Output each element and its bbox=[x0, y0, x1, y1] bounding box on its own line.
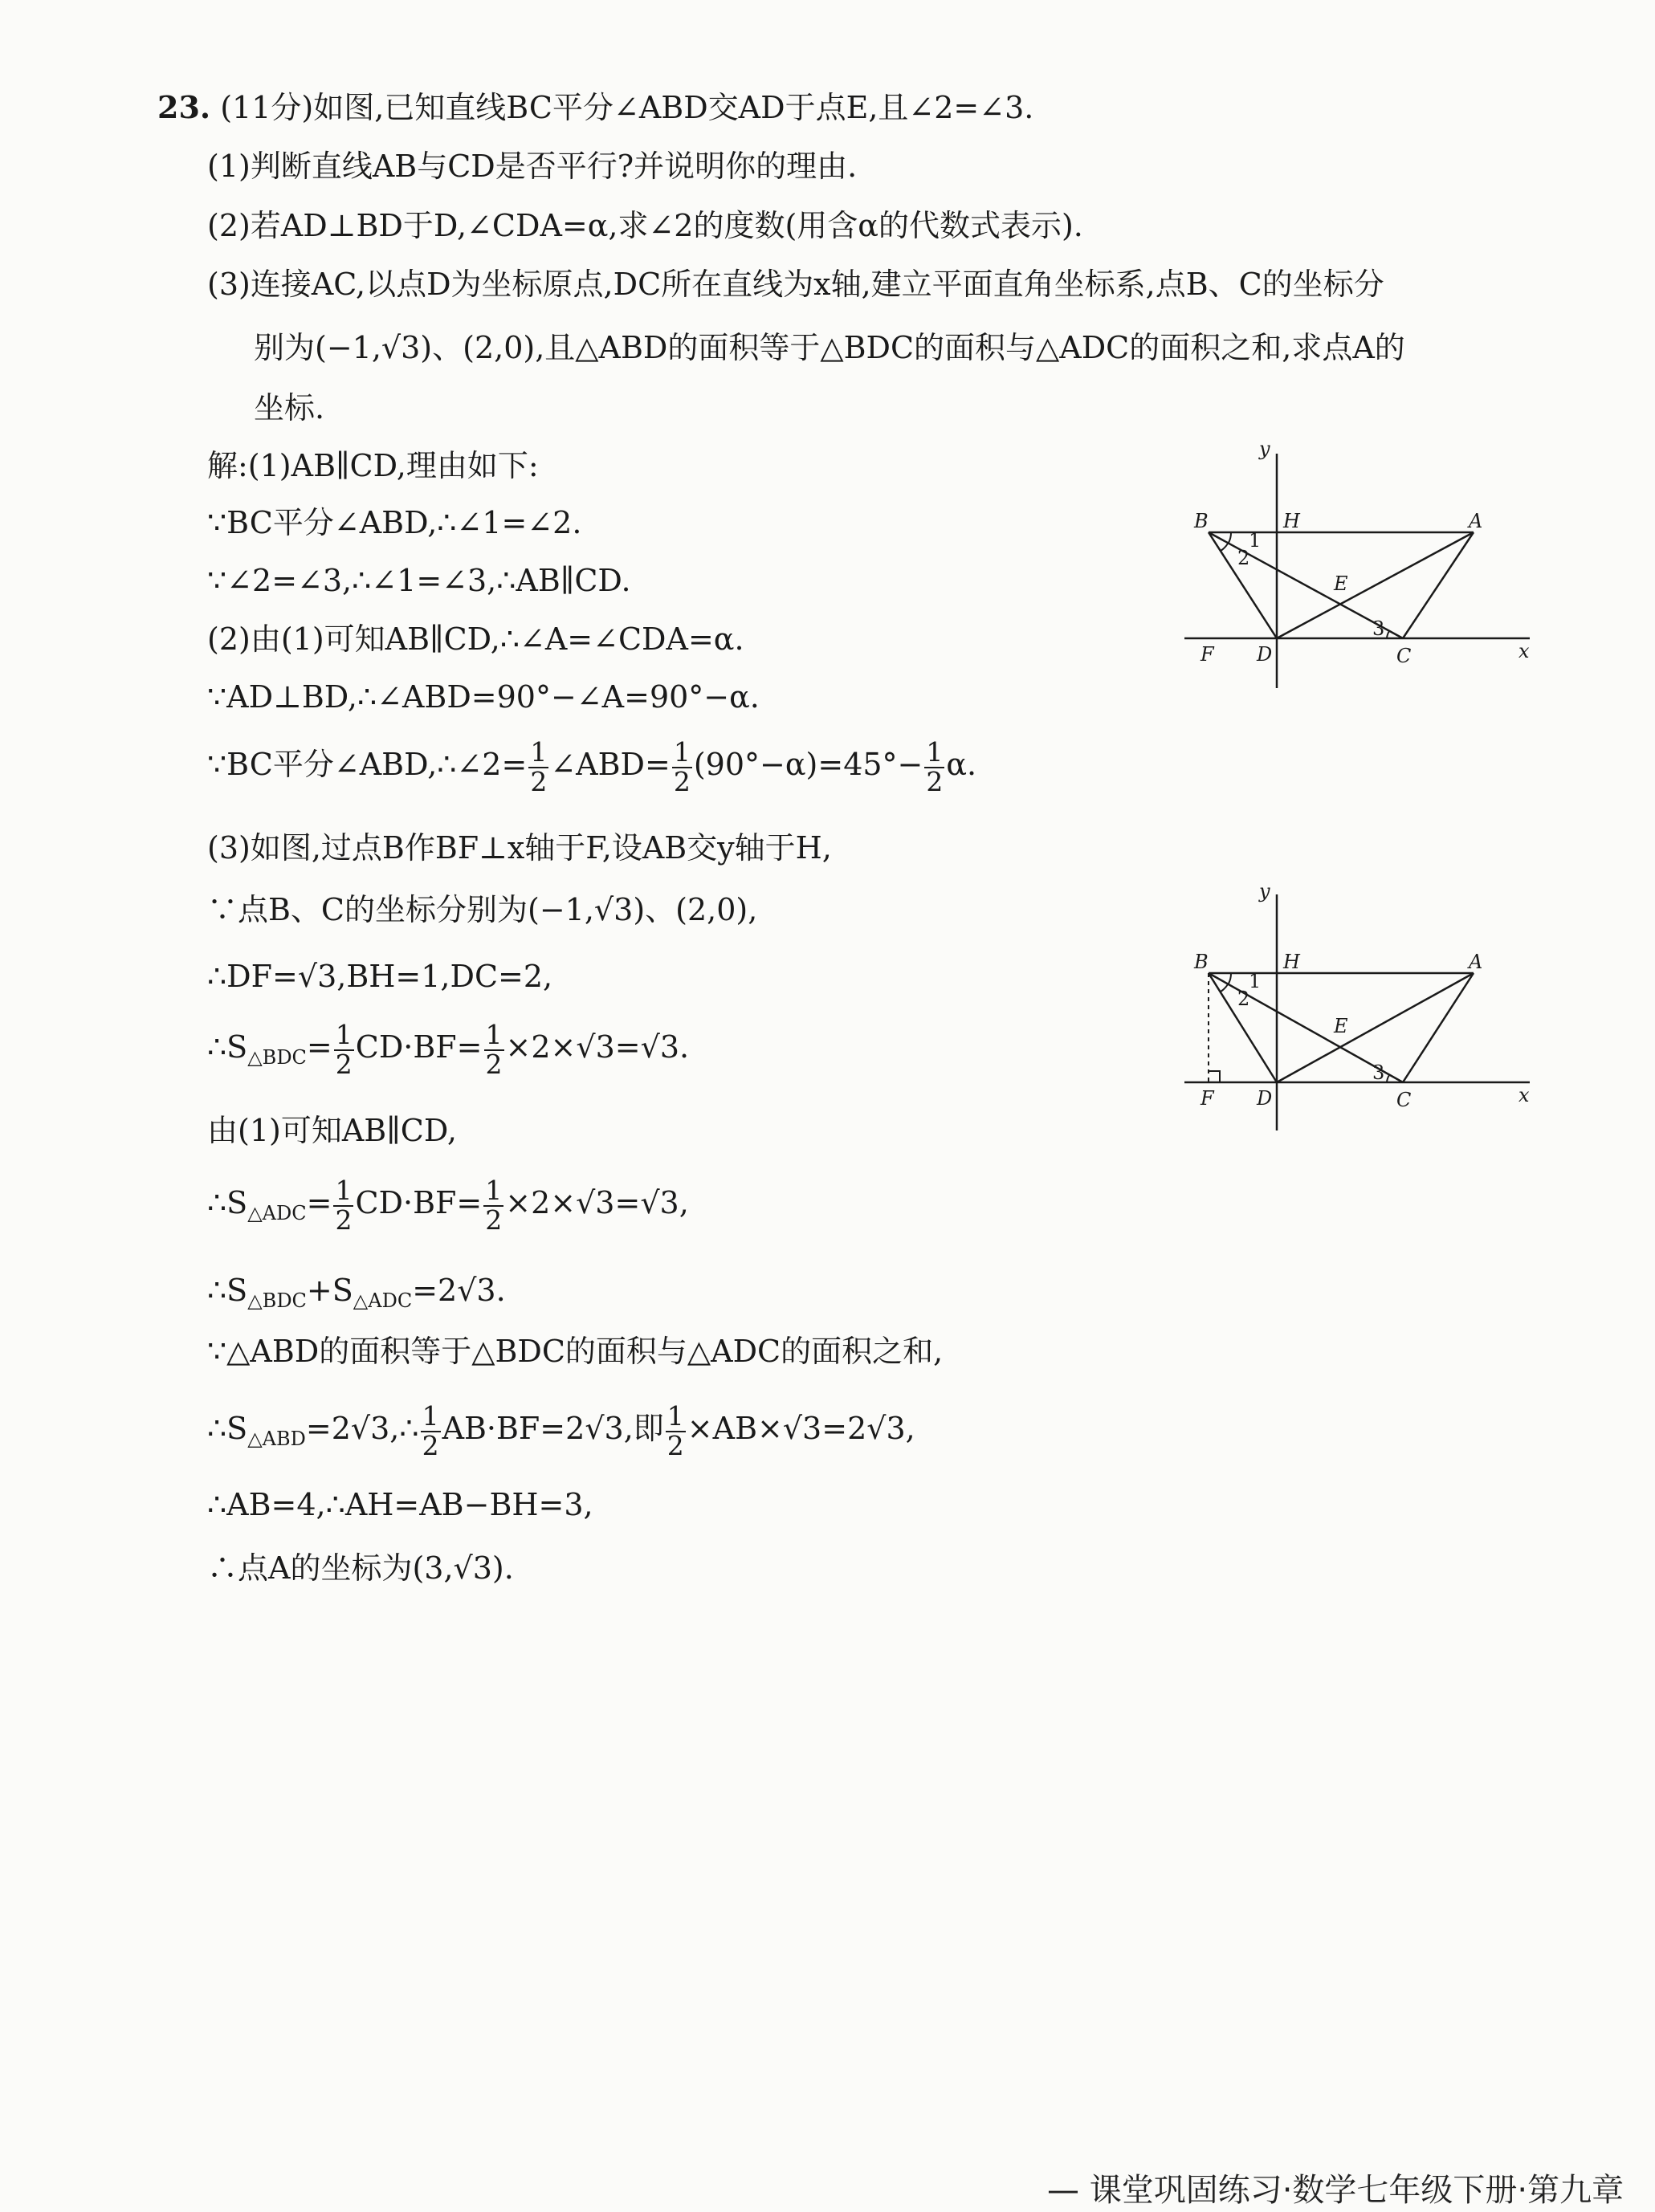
solution-line-4: (2)由(1)可知AB∥CD,∴∠A=∠CDA=α. bbox=[207, 621, 744, 657]
s6-part-b: ∠ABD= bbox=[550, 747, 671, 783]
label-y: y bbox=[1259, 438, 1270, 460]
geometry-figure-1 bbox=[1176, 438, 1546, 695]
segment-ca bbox=[1403, 532, 1474, 638]
label-f: F bbox=[1200, 1087, 1214, 1110]
label-x: x bbox=[1518, 640, 1530, 662]
label-angle-3: 3 bbox=[1372, 617, 1385, 640]
angle-2-arc bbox=[1221, 544, 1228, 551]
label-d: D bbox=[1257, 643, 1273, 666]
label-a: A bbox=[1469, 951, 1483, 973]
label-e: E bbox=[1334, 572, 1348, 595]
subscript: △ADC bbox=[353, 1289, 413, 1312]
solution-line-10: $\therefore S_{\triangle BDC}=$ $\frac{1}{2}$ CD·BF= $\frac{1}{2}$ ×2×√3=√3. bbox=[207, 1019, 690, 1080]
label-h: H bbox=[1283, 951, 1300, 973]
label-angle-1: 1 bbox=[1249, 970, 1262, 992]
label-b: B bbox=[1194, 951, 1209, 973]
fraction-half: $\frac{1}{2}$ bbox=[666, 1400, 684, 1461]
solution-line-6 bbox=[207, 736, 977, 797]
label-f: F bbox=[1200, 643, 1214, 666]
label-c: C bbox=[1396, 1089, 1412, 1111]
solution-line-17: ∴点A的坐标为(3,√3). bbox=[207, 1550, 514, 1586]
angle-1-arc bbox=[1229, 532, 1231, 543]
label-h: H bbox=[1283, 510, 1300, 532]
solution-line-8: ∵点B、C的坐标分别为(−1,√3)、(2,0), bbox=[207, 892, 758, 927]
solution-line-15: $\therefore S_{\triangle ABD}=2√3,\therefore$ $\frac{1}{2}$ AB·BF=2√3,即 $\frac{1}{2}$ ×AB×√3=2√3, bbox=[207, 1400, 915, 1461]
angle-3-arc bbox=[1387, 1075, 1389, 1082]
question-number: 23. bbox=[157, 89, 211, 125]
solution-line-3: ∵∠2=∠3,∴∠1=∠3,∴AB∥CD. bbox=[207, 563, 631, 598]
subscript: △ADC bbox=[247, 1202, 307, 1225]
solution-line-16: ∴AB=4,∴AH=AB−BH=3, bbox=[207, 1487, 593, 1522]
geometry-figure-2 bbox=[1176, 883, 1546, 1140]
solution-line-13: $\therefore S_{\triangle BDC}+S_{\triangle ADC}=2√3$. bbox=[207, 1273, 506, 1312]
label-angle-2: 2 bbox=[1237, 988, 1250, 1010]
solution-line-7: (3)如图,过点B作BF⊥x轴于F,设AB交y轴于H, bbox=[207, 830, 832, 866]
solution-line-1: 解:(1)AB∥CD,理由如下: bbox=[207, 448, 539, 483]
fraction-half: $\frac{1}{2}$ bbox=[335, 1019, 353, 1080]
question-part3-line2: 别为(−1,√3)、(2,0),且△ABD的面积等于△BDC的面积与△ADC的面积之和,求点A的 bbox=[254, 330, 1405, 365]
angle-2-arc bbox=[1221, 984, 1228, 992]
question-stem: (11分)如图,已知直线BC平分∠ABD交AD于点E,且∠2=∠3. bbox=[220, 90, 1034, 125]
label-b: B bbox=[1194, 510, 1209, 532]
label-a: A bbox=[1469, 510, 1483, 532]
fraction-half: $\frac{1}{2}$ bbox=[485, 1019, 503, 1080]
question-part3-line3: 坐标. bbox=[254, 390, 325, 426]
solution-line-2: ∵BC平分∠ABD,∴∠1=∠2. bbox=[207, 505, 582, 540]
fraction-half: $\frac{1}{2}$ bbox=[485, 1175, 503, 1236]
right-angle-mark bbox=[1209, 1071, 1220, 1082]
subscript: △ABD bbox=[247, 1428, 306, 1451]
solution-line-5: ∵AD⊥BD,∴∠ABD=90°−∠A=90°−α. bbox=[207, 679, 760, 715]
subscript: △BDC bbox=[247, 1046, 307, 1069]
solution-line-9: ∴DF=√3,BH=1,DC=2, bbox=[207, 959, 553, 994]
segment-ca bbox=[1403, 973, 1474, 1082]
solution-line-14: ∵△ABD的面积等于△BDC的面积与△ADC的面积之和, bbox=[207, 1334, 944, 1369]
label-x: x bbox=[1518, 1084, 1530, 1106]
s6-part-d: α. bbox=[946, 747, 977, 783]
label-y: y bbox=[1259, 883, 1270, 902]
fraction-half: $\frac{1}{2}$ bbox=[926, 736, 944, 797]
label-angle-3: 3 bbox=[1372, 1061, 1385, 1084]
fraction-half: $\frac{1}{2}$ bbox=[422, 1400, 439, 1461]
label-angle-2: 2 bbox=[1237, 547, 1250, 569]
fraction-half: $\frac{1}{2}$ bbox=[530, 736, 548, 797]
fraction-half: $\frac{1}{2}$ bbox=[335, 1175, 353, 1236]
s6-part-c: (90°−α)=45°− bbox=[693, 747, 923, 783]
fraction-half: $\frac{1}{2}$ bbox=[673, 736, 691, 797]
question-part2: (2)若AD⊥BD于D,∠CDA=α,求∠2的度数(用含α的代数式表示). bbox=[207, 208, 1083, 243]
label-d: D bbox=[1257, 1087, 1273, 1110]
question-stem-line bbox=[157, 90, 1033, 126]
angle-3-arc bbox=[1387, 631, 1389, 638]
label-e: E bbox=[1334, 1015, 1348, 1037]
subscript: △BDC bbox=[247, 1289, 307, 1312]
solution-line-12: $\therefore S_{\triangle ADC}=$ $\frac{1}{2}$ CD·BF= $\frac{1}{2}$ ×2×√3=√3, bbox=[207, 1175, 689, 1236]
question-part1: (1)判断直线AB与CD是否平行?并说明你的理由. bbox=[207, 149, 858, 184]
page-footer: — 课堂巩固练习·数学七年级下册·第九章 bbox=[1047, 2172, 1624, 2209]
label-c: C bbox=[1396, 645, 1412, 667]
question-part3-line1: (3)连接AC,以点D为坐标原点,DC所在直线为x轴,建立平面直角坐标系,点B、C的坐标分 bbox=[207, 267, 1384, 302]
solution-line-11: 由(1)可知AB∥CD, bbox=[207, 1113, 458, 1148]
angle-1-arc bbox=[1229, 973, 1231, 984]
label-angle-1: 1 bbox=[1249, 529, 1262, 552]
s6-part-a: ∵BC平分∠ABD,∴∠2= bbox=[207, 747, 528, 783]
